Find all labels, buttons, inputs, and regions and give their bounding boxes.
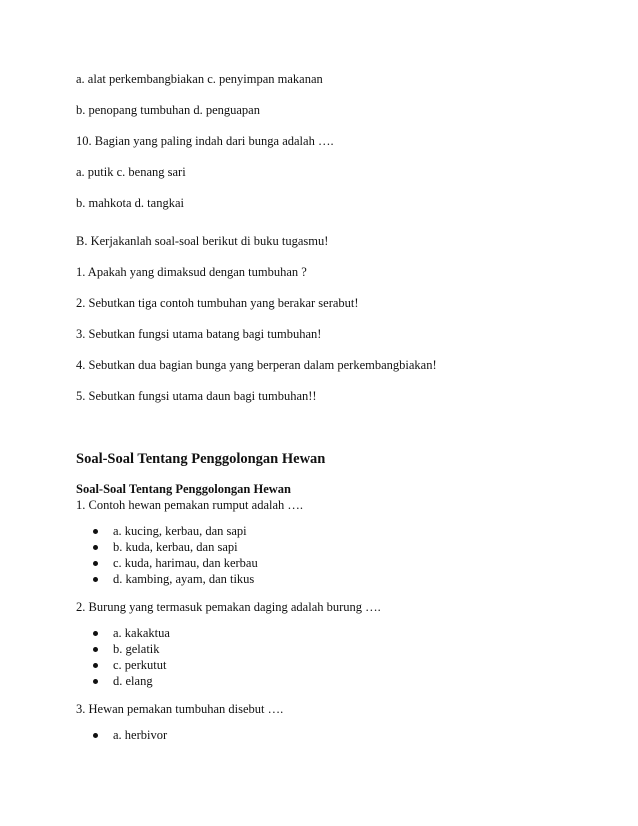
bullet-icon xyxy=(93,733,98,738)
list-item xyxy=(93,641,160,657)
option-text: b. kuda, kerbau, dan sapi xyxy=(113,540,238,554)
list-item xyxy=(93,555,258,571)
q9-option-line-1: a. alat perkembangbiakan c. penyimpan makanan xyxy=(76,72,323,86)
option-text: c. perkutut xyxy=(113,658,167,672)
bullet-icon xyxy=(93,529,98,534)
section-b-question-2: 2. Sebutkan tiga contoh tumbuhan yang berakar serabut! xyxy=(76,296,359,310)
section-b-question-3: 3. Sebutkan fungsi utama batang bagi tumbuhan! xyxy=(76,327,322,341)
list-item xyxy=(93,673,153,689)
section-b-question-4: 4. Sebutkan dua bagian bunga yang berperan dalam perkembangbiakan! xyxy=(76,358,437,372)
option-text: d. kambing, ayam, dan tikus xyxy=(113,572,255,586)
list-item xyxy=(93,539,238,555)
q10-option-line-2: b. mahkota d. tangkai xyxy=(76,196,184,210)
option-text: a. herbivor xyxy=(113,728,168,742)
hewan-q1-question: 1. Contoh hewan pemakan rumput adalah …. xyxy=(76,498,304,512)
option-text: d. elang xyxy=(113,674,153,688)
q9-option-line-2: b. penopang tumbuhan d. penguapan xyxy=(76,103,260,117)
q10-question: 10. Bagian yang paling indah dari bunga adalah …. xyxy=(76,134,334,148)
bullet-icon xyxy=(93,663,98,668)
list-item xyxy=(93,523,247,539)
bullet-icon xyxy=(93,561,98,566)
section-b-question-1: 1. Apakah yang dimaksud dengan tumbuhan ? xyxy=(76,265,307,279)
bullet-icon xyxy=(93,679,98,684)
list-item xyxy=(93,727,167,743)
option-text: b. gelatik xyxy=(113,642,160,656)
bullet-icon xyxy=(93,647,98,652)
q10-option-line-1: a. putik c. benang sari xyxy=(76,165,186,179)
option-text: a. kakaktua xyxy=(113,626,170,640)
option-text: c. kuda, harimau, dan kerbau xyxy=(113,556,258,570)
list-item xyxy=(93,625,170,641)
list-item xyxy=(93,657,166,673)
bullet-icon xyxy=(93,577,98,582)
section-heading: Soal-Soal Tentang Penggolongan Hewan xyxy=(76,451,326,467)
section-b-instruction: B. Kerjakanlah soal-soal berikut di buku tugasmu! xyxy=(76,234,329,248)
section-b-question-5: 5. Sebutkan fungsi utama daun bagi tumbuhan!! xyxy=(76,389,317,403)
bullet-icon xyxy=(93,545,98,550)
hewan-q3-question: 3. Hewan pemakan tumbuhan disebut …. xyxy=(76,702,284,716)
section-subheading: Soal-Soal Tentang Penggolongan Hewan xyxy=(76,482,291,496)
hewan-q2-question: 2. Burung yang termasuk pemakan daging adalah burung …. xyxy=(76,600,381,614)
bullet-icon xyxy=(93,631,98,636)
option-text: a. kucing, kerbau, dan sapi xyxy=(113,524,247,538)
list-item xyxy=(93,571,254,587)
